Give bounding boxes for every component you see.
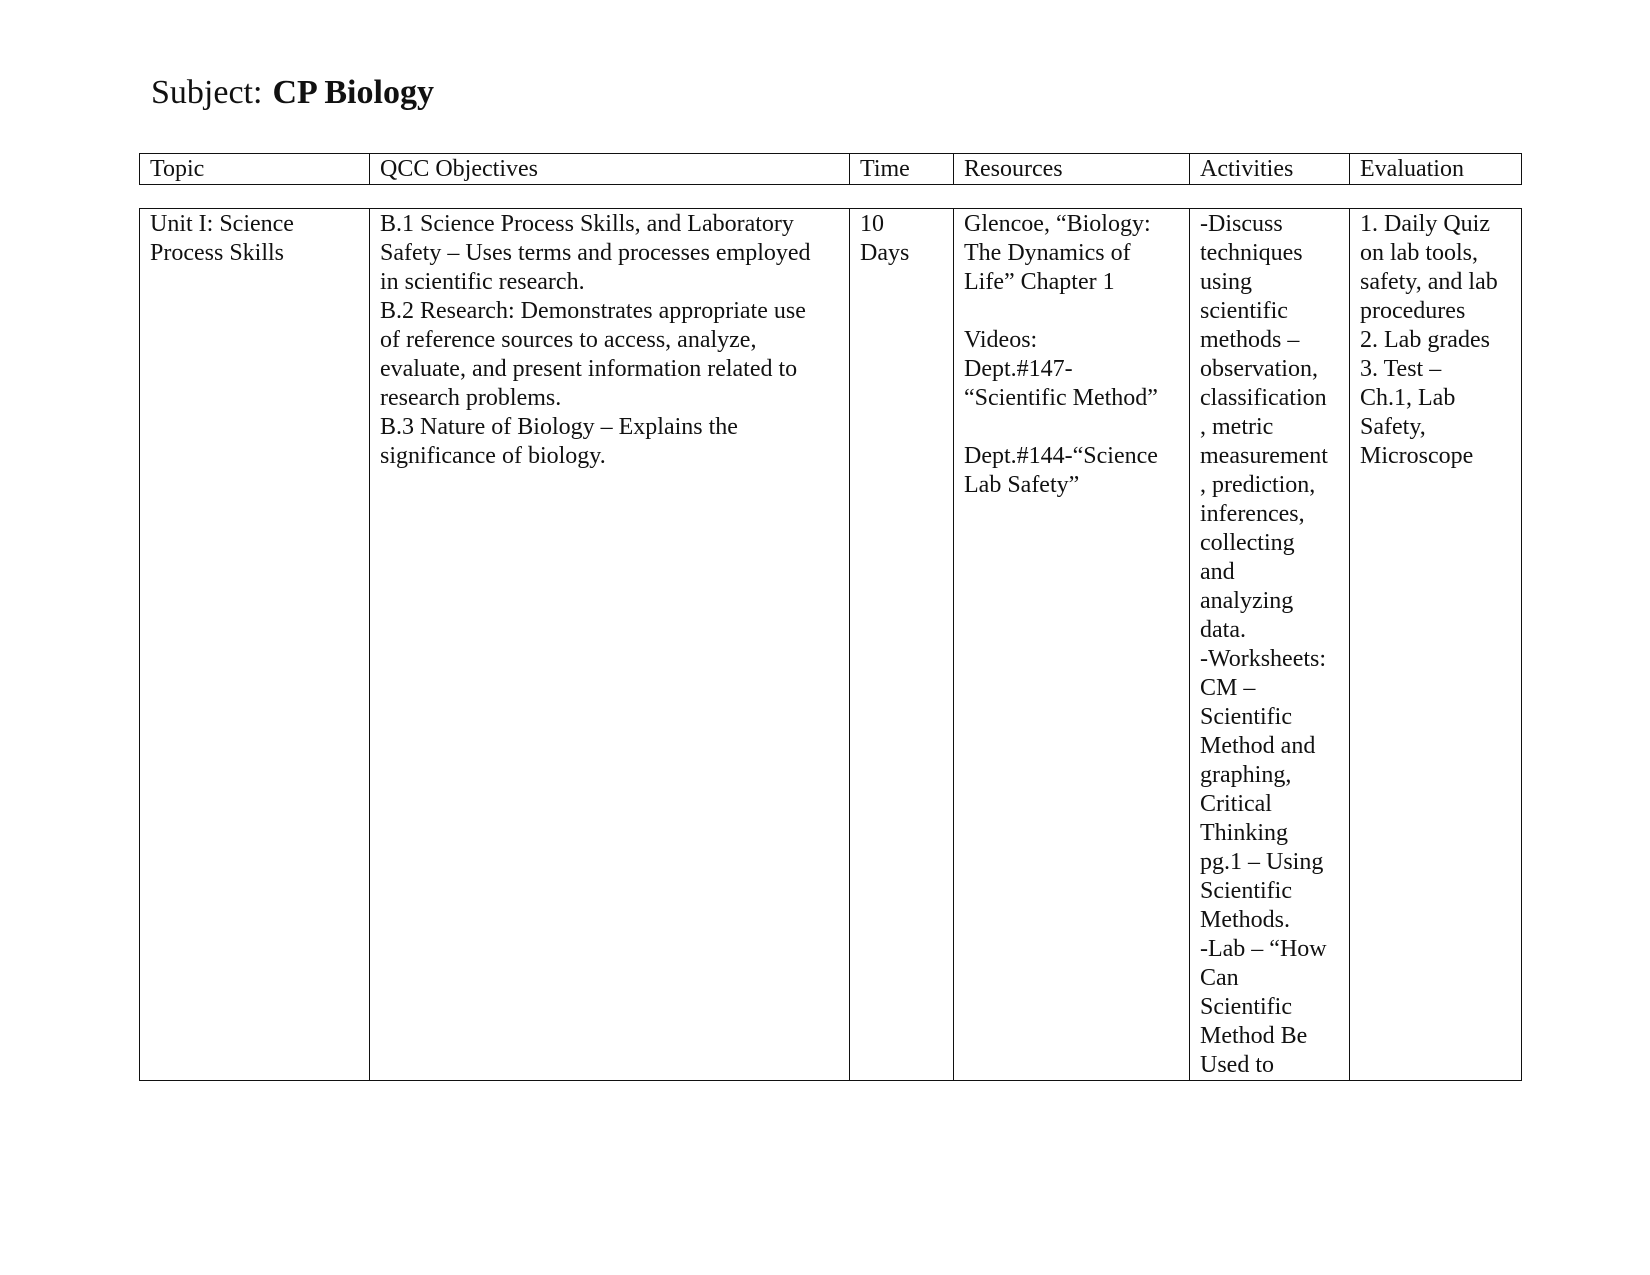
- time-cell: [850, 209, 954, 1081]
- resource-line: Dept.#147-: [964, 356, 1073, 382]
- column-header-evaluation: Evaluation: [1350, 154, 1522, 185]
- evaluation-line: on lab tools,: [1360, 240, 1478, 266]
- column-header-time: Time: [850, 154, 954, 185]
- activity-line: Method and: [1200, 733, 1316, 759]
- objective-line: research problems.: [380, 385, 562, 411]
- activity-line: measurement: [1200, 443, 1328, 469]
- evaluation-line: safety, and lab: [1360, 269, 1498, 295]
- column-header-objectives: QCC Objectives: [370, 154, 850, 185]
- activity-line: observation,: [1200, 356, 1318, 382]
- evaluation-line: Safety,: [1360, 414, 1426, 440]
- subject-value: CP Biology: [272, 74, 434, 111]
- evaluation-line: 2. Lab grades: [1360, 327, 1490, 353]
- page-title: [151, 72, 434, 114]
- activity-line: classification: [1200, 385, 1327, 411]
- evaluation-line: 1. Daily Quiz: [1360, 211, 1490, 237]
- evaluation-line: Microscope: [1360, 443, 1474, 469]
- activity-line: methods –: [1200, 327, 1300, 353]
- activity-line: Scientific: [1200, 994, 1292, 1020]
- activity-line: Thinking: [1200, 820, 1288, 846]
- activity-line: pg.1 – Using: [1200, 849, 1324, 875]
- activity-line: Methods.: [1200, 907, 1290, 933]
- column-header-resources: Resources: [954, 154, 1190, 185]
- activity-line: inferences,: [1200, 501, 1305, 527]
- resource-line: Lab Safety”: [964, 472, 1080, 498]
- objective-line: significance of biology.: [380, 443, 606, 469]
- topic-cell: [140, 209, 370, 1081]
- time-line: 10: [860, 211, 884, 237]
- resources-cell: [954, 209, 1190, 1081]
- activity-line: and: [1200, 559, 1235, 585]
- objective-line: B.1 Science Process Skills, and Laboratory: [380, 211, 794, 237]
- column-header-topic: Topic: [140, 154, 370, 185]
- column-header-activities: Activities: [1190, 154, 1350, 185]
- activity-line: -Lab – “How: [1200, 936, 1327, 962]
- objective-line: in scientific research.: [380, 269, 585, 295]
- header-table: [139, 153, 1522, 185]
- content-table: [139, 208, 1522, 1081]
- evaluation-line: procedures: [1360, 298, 1466, 324]
- objective-line: evaluate, and present information related to: [380, 356, 798, 382]
- resource-line: Glencoe, “Biology:: [964, 211, 1151, 237]
- activity-line: Method Be: [1200, 1023, 1308, 1049]
- activity-line: -Worksheets:: [1200, 646, 1327, 672]
- activity-line: Critical: [1200, 791, 1272, 817]
- spacer: [964, 297, 1179, 326]
- activity-line: Scientific: [1200, 878, 1292, 904]
- activities-cell: [1190, 209, 1350, 1081]
- spacer: [964, 413, 1179, 442]
- evaluation-line: Ch.1, Lab: [1360, 385, 1456, 411]
- table-row: [140, 209, 1522, 1081]
- evaluation-cell: [1350, 209, 1522, 1081]
- activity-line: techniques: [1200, 240, 1303, 266]
- evaluation-line: 3. Test –: [1360, 356, 1442, 382]
- activity-line: graphing,: [1200, 762, 1292, 788]
- activity-line: Scientific: [1200, 704, 1292, 730]
- activity-line: using: [1200, 269, 1253, 295]
- subject-label: Subject:: [151, 74, 263, 111]
- activity-line: Used to: [1200, 1052, 1274, 1078]
- header-row: [140, 154, 1522, 185]
- activity-line: , metric: [1200, 414, 1274, 440]
- resource-line: The Dynamics of: [964, 240, 1131, 266]
- topic-line: Process Skills: [150, 240, 285, 266]
- topic-line: Unit I: Science: [150, 211, 294, 237]
- activity-line: Can: [1200, 965, 1239, 991]
- objective-line: B.3 Nature of Biology – Explains the: [380, 414, 738, 440]
- objective-line: of reference sources to access, analyze,: [380, 327, 757, 353]
- activity-line: analyzing: [1200, 588, 1294, 614]
- objective-line: Safety – Uses terms and processes employed: [380, 240, 811, 266]
- resource-line: “Scientific Method”: [964, 385, 1158, 411]
- resource-line: Videos:: [964, 327, 1038, 353]
- activity-line: data.: [1200, 617, 1246, 643]
- objectives-cell: [370, 209, 850, 1081]
- activity-line: , prediction,: [1200, 472, 1316, 498]
- activity-line: collecting: [1200, 530, 1295, 556]
- activity-line: -Discuss: [1200, 211, 1283, 237]
- objective-line: B.2 Research: Demonstrates appropriate use: [380, 298, 806, 324]
- activity-line: CM –: [1200, 675, 1256, 701]
- time-line: Days: [860, 240, 910, 266]
- resource-line: Life” Chapter 1: [964, 269, 1115, 295]
- resource-line: Dept.#144-“Science: [964, 443, 1158, 469]
- activity-line: scientific: [1200, 298, 1288, 324]
